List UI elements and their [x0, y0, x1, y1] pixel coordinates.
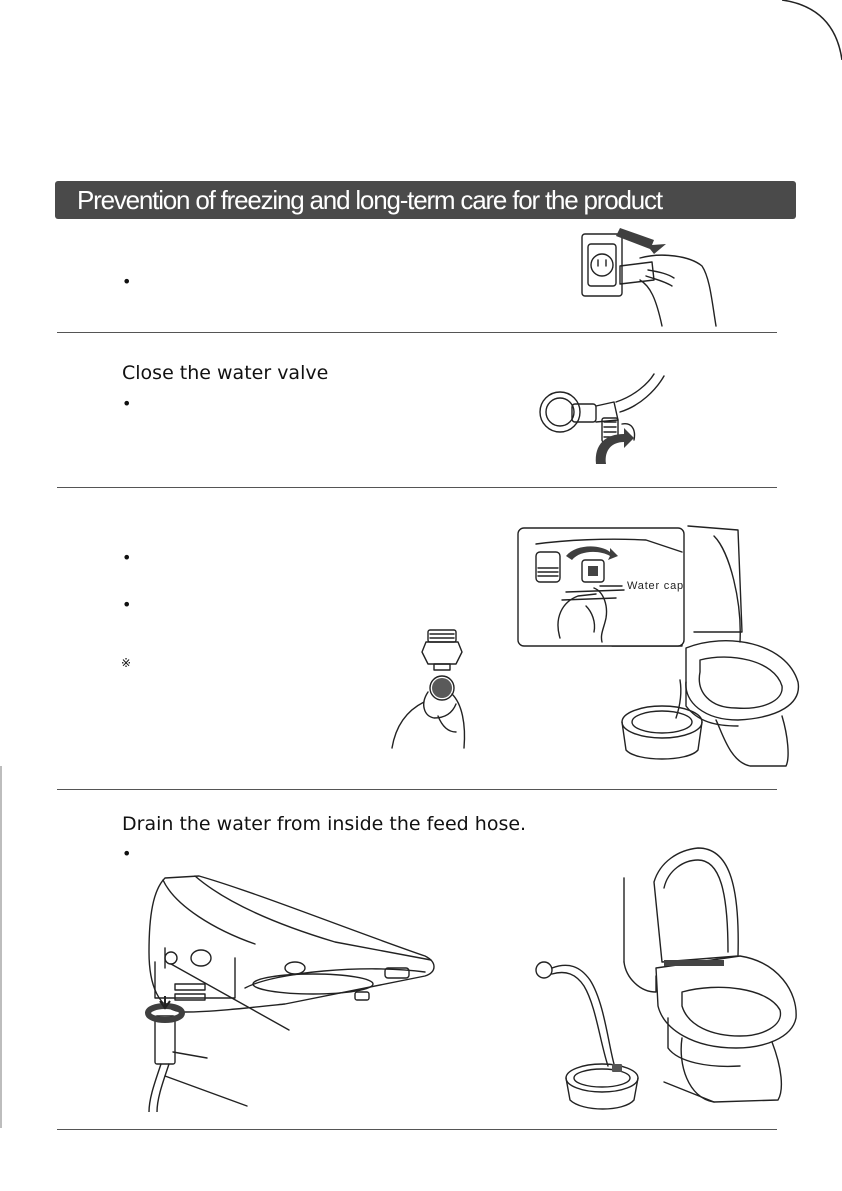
- bullet-3b: •: [122, 595, 132, 614]
- page-left-rule: [0, 766, 2, 1128]
- water-cap-callout: Water cap: [627, 580, 684, 592]
- bullet-2: •: [122, 394, 132, 413]
- section-header: [55, 181, 796, 219]
- divider-3: [57, 789, 777, 790]
- divider-2: [57, 487, 777, 488]
- seat-hose-disconnect-illustration: [135, 872, 445, 1112]
- bullet-3a: •: [122, 548, 132, 567]
- toilet-feed-hose-drain-illustration: [528, 842, 808, 1117]
- divider-4: [57, 1129, 777, 1130]
- bullet-4: •: [122, 844, 132, 863]
- note-mark: ※: [121, 656, 132, 670]
- bullet-1: •: [122, 272, 132, 291]
- page-corner-mark: [782, 0, 842, 60]
- toilet-water-cap-removal-illustration: [516, 522, 806, 768]
- unplug-power-illustration: [570, 222, 730, 330]
- step-title-close-valve: Close the water valve: [122, 362, 329, 384]
- step-title-drain-hose: Drain the water from inside the feed hose.: [122, 813, 527, 835]
- divider-1: [57, 332, 777, 333]
- water-valve-illustration: [530, 372, 670, 467]
- water-cap-in-hand-illustration: [390, 628, 480, 753]
- section-header-title: Prevention of freezing and long-term care for the product: [77, 185, 662, 215]
